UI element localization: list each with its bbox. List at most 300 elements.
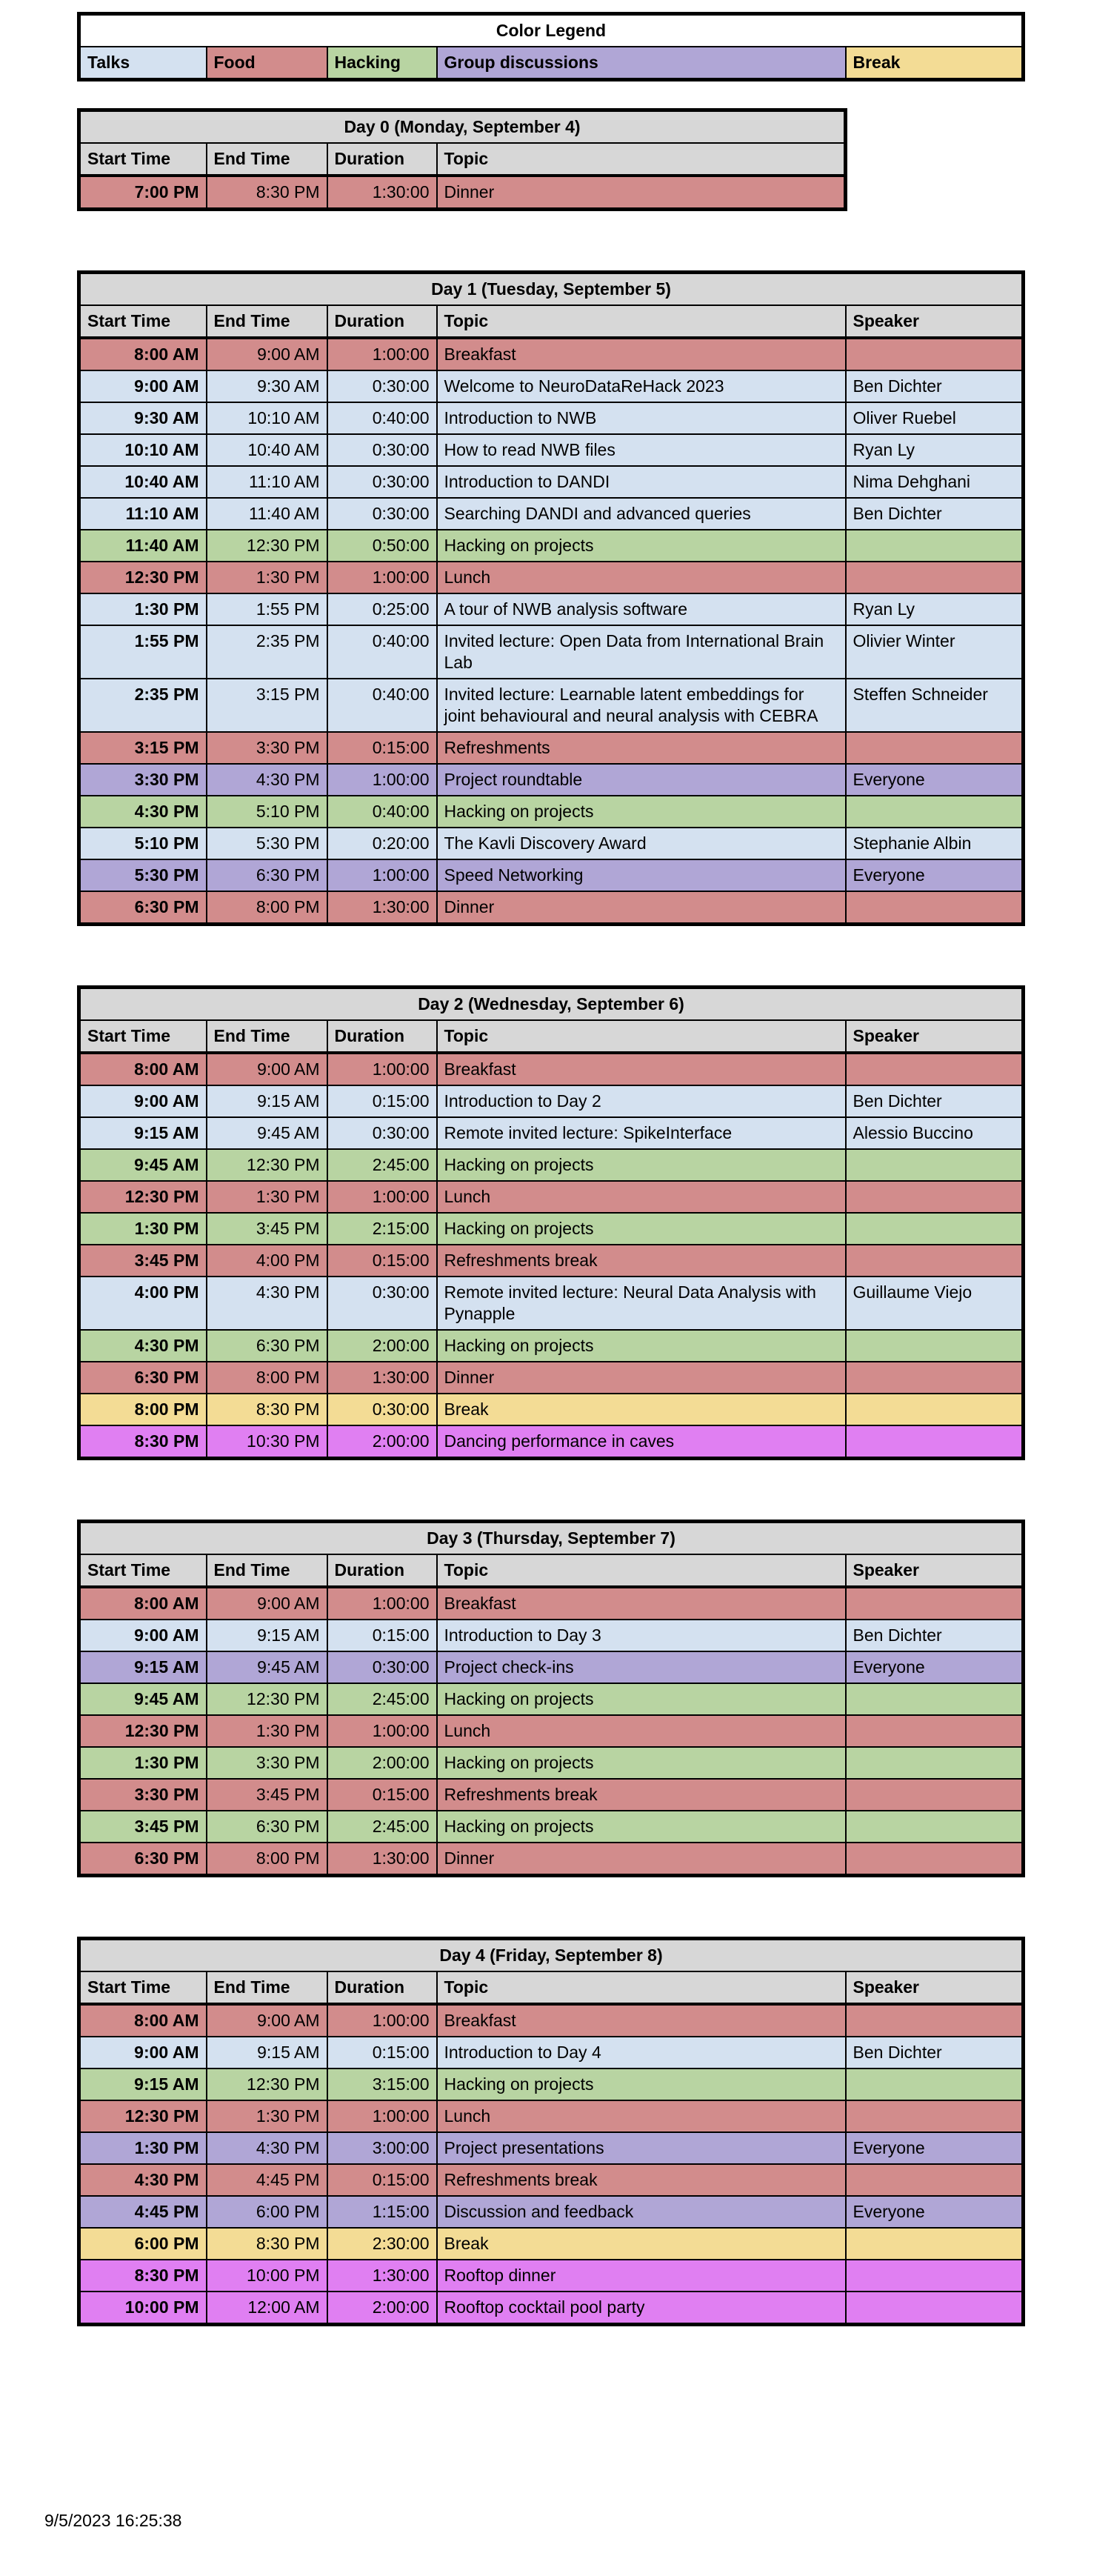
col-header-end-time: End Time	[207, 1020, 327, 1053]
cell-topic: Rooftop dinner	[437, 2260, 846, 2292]
cell-start: 11:10 AM	[79, 498, 207, 530]
cell-start: 9:15 AM	[79, 1651, 207, 1683]
schedule-row	[79, 1811, 1024, 1843]
cell-duration: 1:00:00	[327, 859, 437, 891]
cell-topic: Breakfast	[437, 1053, 846, 1085]
cell-start: 6:30 PM	[79, 1843, 207, 1876]
cell-end: 2:35 PM	[207, 625, 327, 679]
col-header-speaker: Speaker	[846, 305, 1024, 338]
cell-start: 1:30 PM	[79, 593, 207, 625]
cell-topic: Dancing performance in caves	[437, 1425, 846, 1459]
cell-speaker: Ben Dichter	[846, 2037, 1024, 2069]
cell-speaker: Everyone	[846, 2196, 1024, 2228]
cell-start: 6:30 PM	[79, 891, 207, 925]
col-header-duration: Duration	[327, 1971, 437, 2004]
cell-topic: Hacking on projects	[437, 2069, 846, 2100]
cell-duration: 1:00:00	[327, 1587, 437, 1620]
cell-speaker	[846, 2228, 1024, 2260]
cell-end: 1:55 PM	[207, 593, 327, 625]
cell-speaker	[846, 1683, 1024, 1715]
cell-topic: Hacking on projects	[437, 1149, 846, 1181]
cell-end: 11:10 AM	[207, 466, 327, 498]
cell-end: 10:00 PM	[207, 2260, 327, 2292]
cell-speaker: Olivier Winter	[846, 625, 1024, 679]
col-header-topic: Topic	[437, 305, 846, 338]
cell-speaker	[846, 530, 1024, 562]
cell-start: 9:00 AM	[79, 1620, 207, 1651]
cell-topic: Refreshments break	[437, 2164, 846, 2196]
schedule-row	[79, 1245, 1024, 1277]
cell-end: 9:00 AM	[207, 1053, 327, 1085]
cell-topic: Introduction to Day 3	[437, 1620, 846, 1651]
cell-start: 2:35 PM	[79, 679, 207, 732]
cell-speaker	[846, 891, 1024, 925]
cell-duration: 2:45:00	[327, 1811, 437, 1843]
schedule-row	[79, 732, 1024, 764]
cell-topic: Invited lecture: Learnable latent embeddings for joint behavioural and neural analysis with CEBRA	[437, 679, 846, 732]
col-header-start-time: Start Time	[79, 305, 207, 338]
cell-speaker	[846, 1213, 1024, 1245]
cell-duration: 0:40:00	[327, 796, 437, 828]
cell-speaker	[846, 1394, 1024, 1425]
cell-start: 4:30 PM	[79, 1330, 207, 1362]
cell-start: 9:45 AM	[79, 1149, 207, 1181]
cell-speaker: Alessio Buccino	[846, 1117, 1024, 1149]
schedule-row	[79, 2228, 1024, 2260]
col-header-end-time: End Time	[207, 1971, 327, 2004]
cell-duration: 0:15:00	[327, 1245, 437, 1277]
cell-duration: 0:30:00	[327, 1277, 437, 1330]
schedule-row	[79, 1149, 1024, 1181]
cell-duration: 2:15:00	[327, 1213, 437, 1245]
legend-title-row	[79, 14, 1024, 47]
cell-topic: Introduction to Day 4	[437, 2037, 846, 2069]
cell-topic: Introduction to NWB	[437, 402, 846, 434]
schedule-row	[79, 2037, 1024, 2069]
cell-topic: Refreshments break	[437, 1779, 846, 1811]
schedule-row	[79, 625, 1024, 679]
schedule-row	[79, 1587, 1024, 1620]
schedule-row	[79, 176, 846, 210]
schedule-row	[79, 1277, 1024, 1330]
cell-speaker	[846, 732, 1024, 764]
cell-topic: Project roundtable	[437, 764, 846, 796]
cell-end: 11:40 AM	[207, 498, 327, 530]
column-header-row	[79, 1971, 1024, 2004]
cell-speaker	[846, 1181, 1024, 1213]
cell-end: 9:15 AM	[207, 1620, 327, 1651]
cell-topic: Rooftop cocktail pool party	[437, 2292, 846, 2325]
cell-start: 3:45 PM	[79, 1245, 207, 1277]
cell-start: 9:00 AM	[79, 370, 207, 402]
cell-start: 3:30 PM	[79, 764, 207, 796]
cell-duration: 1:00:00	[327, 2100, 437, 2132]
cell-duration: 2:45:00	[327, 1149, 437, 1181]
cell-start: 4:30 PM	[79, 796, 207, 828]
col-header-duration: Duration	[327, 143, 437, 176]
cell-duration: 2:00:00	[327, 1330, 437, 1362]
column-header-row	[79, 1020, 1024, 1053]
cell-start: 9:15 AM	[79, 1117, 207, 1149]
schedule-row	[79, 2132, 1024, 2164]
cell-duration: 0:15:00	[327, 732, 437, 764]
legend-item-break: Break	[846, 47, 1024, 80]
schedule-row	[79, 466, 1024, 498]
cell-speaker	[846, 2100, 1024, 2132]
cell-duration: 1:00:00	[327, 562, 437, 593]
cell-topic: Invited lecture: Open Data from International Brain Lab	[437, 625, 846, 679]
schedule-row	[79, 1779, 1024, 1811]
schedule-row	[79, 1362, 1024, 1394]
cell-speaker	[846, 1245, 1024, 1277]
schedule-row	[79, 593, 1024, 625]
day-tables	[77, 108, 1111, 2326]
cell-end: 1:30 PM	[207, 1715, 327, 1747]
cell-speaker: Steffen Schneider	[846, 679, 1024, 732]
schedule-row	[79, 402, 1024, 434]
cell-end: 1:30 PM	[207, 1181, 327, 1213]
col-header-speaker: Speaker	[846, 1020, 1024, 1053]
cell-speaker	[846, 1149, 1024, 1181]
cell-duration: 1:00:00	[327, 1715, 437, 1747]
cell-end: 5:30 PM	[207, 828, 327, 859]
cell-end: 1:30 PM	[207, 2100, 327, 2132]
cell-duration: 3:15:00	[327, 2069, 437, 2100]
day-table-4	[77, 1937, 1025, 2326]
schedule-row	[79, 1394, 1024, 1425]
cell-speaker	[846, 1587, 1024, 1620]
cell-duration: 0:40:00	[327, 402, 437, 434]
schedule-row	[79, 498, 1024, 530]
schedule-row	[79, 2004, 1024, 2037]
legend-item-food: Food	[207, 47, 327, 80]
column-header-row	[79, 305, 1024, 338]
schedule-row	[79, 1651, 1024, 1683]
cell-end: 9:45 AM	[207, 1117, 327, 1149]
cell-start: 4:30 PM	[79, 2164, 207, 2196]
day-title: Day 3 (Thursday, September 7)	[79, 1522, 1024, 1555]
cell-speaker	[846, 796, 1024, 828]
cell-end: 6:30 PM	[207, 1811, 327, 1843]
schedule-row	[79, 859, 1024, 891]
col-header-start-time: Start Time	[79, 143, 207, 176]
cell-topic: Hacking on projects	[437, 530, 846, 562]
cell-end: 9:00 AM	[207, 2004, 327, 2037]
cell-topic: Lunch	[437, 562, 846, 593]
schedule-row	[79, 2164, 1024, 2196]
cell-end: 8:00 PM	[207, 1843, 327, 1876]
cell-duration: 0:30:00	[327, 370, 437, 402]
schedule-row	[79, 1747, 1024, 1779]
day-title-row	[79, 988, 1024, 1021]
cell-speaker: Ben Dichter	[846, 1085, 1024, 1117]
cell-end: 3:15 PM	[207, 679, 327, 732]
cell-start: 4:00 PM	[79, 1277, 207, 1330]
cell-duration: 1:15:00	[327, 2196, 437, 2228]
day-table-1	[77, 270, 1025, 926]
schedule-row	[79, 530, 1024, 562]
cell-duration: 0:30:00	[327, 434, 437, 466]
schedule-row	[79, 370, 1024, 402]
cell-topic: Discussion and feedback	[437, 2196, 846, 2228]
cell-end: 3:30 PM	[207, 732, 327, 764]
day-title: Day 0 (Monday, September 4)	[79, 110, 846, 144]
cell-start: 5:30 PM	[79, 859, 207, 891]
schedule-row	[79, 1683, 1024, 1715]
cell-speaker: Ryan Ly	[846, 593, 1024, 625]
cell-speaker: Everyone	[846, 2132, 1024, 2164]
cell-topic: Hacking on projects	[437, 796, 846, 828]
cell-start: 8:00 AM	[79, 1053, 207, 1085]
cell-topic: Introduction to DANDI	[437, 466, 846, 498]
cell-duration: 1:30:00	[327, 2260, 437, 2292]
cell-end: 9:30 AM	[207, 370, 327, 402]
schedule-row	[79, 1181, 1024, 1213]
legend-item-hacking: Hacking	[327, 47, 437, 80]
day-title-row	[79, 1522, 1024, 1555]
col-header-duration: Duration	[327, 1554, 437, 1587]
schedule-row	[79, 1330, 1024, 1362]
cell-duration: 1:30:00	[327, 1843, 437, 1876]
cell-speaker: Ben Dichter	[846, 1620, 1024, 1651]
cell-topic: Project presentations	[437, 2132, 846, 2164]
column-header-row	[79, 143, 846, 176]
cell-topic: A tour of NWB analysis software	[437, 593, 846, 625]
cell-speaker	[846, 2292, 1024, 2325]
day-table-3	[77, 1520, 1025, 1877]
cell-duration: 3:00:00	[327, 2132, 437, 2164]
cell-topic: Hacking on projects	[437, 1811, 846, 1843]
schedule-row	[79, 1620, 1024, 1651]
cell-start: 5:10 PM	[79, 828, 207, 859]
cell-end: 8:30 PM	[207, 176, 327, 210]
col-header-duration: Duration	[327, 1020, 437, 1053]
cell-duration: 0:15:00	[327, 1620, 437, 1651]
cell-duration: 1:00:00	[327, 2004, 437, 2037]
cell-end: 6:30 PM	[207, 859, 327, 891]
cell-end: 9:15 AM	[207, 2037, 327, 2069]
schedule-row	[79, 1715, 1024, 1747]
schedule-row	[79, 1425, 1024, 1459]
cell-topic: Breakfast	[437, 1587, 846, 1620]
col-header-topic: Topic	[437, 1554, 846, 1587]
cell-topic: Hacking on projects	[437, 1683, 846, 1715]
cell-speaker: Ben Dichter	[846, 498, 1024, 530]
cell-start: 10:10 AM	[79, 434, 207, 466]
legend-item-group-discussions: Group discussions	[437, 47, 846, 80]
cell-topic: Welcome to NeuroDataReHack 2023	[437, 370, 846, 402]
cell-speaker	[846, 2260, 1024, 2292]
day-title-row	[79, 1939, 1024, 1972]
schedule-row	[79, 764, 1024, 796]
cell-end: 10:10 AM	[207, 402, 327, 434]
cell-duration: 1:00:00	[327, 1181, 437, 1213]
col-header-start-time: Start Time	[79, 1020, 207, 1053]
cell-duration: 2:00:00	[327, 2292, 437, 2325]
cell-duration: 0:40:00	[327, 625, 437, 679]
cell-duration: 0:30:00	[327, 466, 437, 498]
col-header-topic: Topic	[437, 1971, 846, 2004]
legend-table	[77, 12, 1025, 81]
cell-duration: 0:30:00	[327, 1651, 437, 1683]
cell-start: 1:55 PM	[79, 625, 207, 679]
cell-end: 3:45 PM	[207, 1779, 327, 1811]
cell-start: 8:00 AM	[79, 338, 207, 370]
cell-end: 10:40 AM	[207, 434, 327, 466]
cell-end: 10:30 PM	[207, 1425, 327, 1459]
cell-start: 3:15 PM	[79, 732, 207, 764]
cell-topic: Lunch	[437, 2100, 846, 2132]
cell-duration: 0:40:00	[327, 679, 437, 732]
legend-item-talks: Talks	[79, 47, 207, 80]
col-header-end-time: End Time	[207, 143, 327, 176]
cell-topic: Hacking on projects	[437, 1747, 846, 1779]
cell-duration: 1:30:00	[327, 891, 437, 925]
cell-duration: 1:00:00	[327, 338, 437, 370]
cell-end: 3:30 PM	[207, 1747, 327, 1779]
schedule-row	[79, 2292, 1024, 2325]
cell-start: 9:00 AM	[79, 2037, 207, 2069]
cell-topic: Project check-ins	[437, 1651, 846, 1683]
cell-speaker: Everyone	[846, 764, 1024, 796]
cell-end: 4:30 PM	[207, 764, 327, 796]
schedule-row	[79, 1053, 1024, 1085]
cell-topic: Dinner	[437, 1843, 846, 1876]
cell-topic: Dinner	[437, 891, 846, 925]
cell-speaker: Ben Dichter	[846, 370, 1024, 402]
cell-duration: 2:00:00	[327, 1425, 437, 1459]
cell-topic: How to read NWB files	[437, 434, 846, 466]
cell-speaker: Nima Dehghani	[846, 466, 1024, 498]
cell-speaker	[846, 338, 1024, 370]
legend-title: Color Legend	[79, 14, 1024, 47]
day-title: Day 2 (Wednesday, September 6)	[79, 988, 1024, 1021]
cell-speaker	[846, 1362, 1024, 1394]
cell-duration: 0:30:00	[327, 1117, 437, 1149]
cell-duration: 2:00:00	[327, 1747, 437, 1779]
cell-duration: 2:30:00	[327, 2228, 437, 2260]
schedule-row	[79, 2260, 1024, 2292]
cell-start: 9:45 AM	[79, 1683, 207, 1715]
cell-end: 12:30 PM	[207, 1149, 327, 1181]
col-header-topic: Topic	[437, 1020, 846, 1053]
cell-start: 10:40 AM	[79, 466, 207, 498]
cell-topic: The Kavli Discovery Award	[437, 828, 846, 859]
col-header-end-time: End Time	[207, 1554, 327, 1587]
col-header-start-time: Start Time	[79, 1971, 207, 2004]
cell-topic: Remote invited lecture: SpikeInterface	[437, 1117, 846, 1149]
cell-speaker	[846, 2164, 1024, 2196]
day-title-row	[79, 110, 846, 144]
cell-start: 12:30 PM	[79, 2100, 207, 2132]
cell-duration: 0:15:00	[327, 2164, 437, 2196]
schedule-row	[79, 1213, 1024, 1245]
cell-topic: Searching DANDI and advanced queries	[437, 498, 846, 530]
cell-end: 8:00 PM	[207, 891, 327, 925]
cell-end: 9:15 AM	[207, 1085, 327, 1117]
col-header-topic: Topic	[437, 143, 846, 176]
cell-speaker	[846, 1425, 1024, 1459]
cell-speaker: Ryan Ly	[846, 434, 1024, 466]
schedule-row	[79, 434, 1024, 466]
day-title: Day 1 (Tuesday, September 5)	[79, 273, 1024, 306]
cell-duration: 0:25:00	[327, 593, 437, 625]
cell-speaker: Stephanie Albin	[846, 828, 1024, 859]
cell-topic: Speed Networking	[437, 859, 846, 891]
cell-end: 8:30 PM	[207, 1394, 327, 1425]
cell-end: 8:30 PM	[207, 2228, 327, 2260]
cell-start: 8:30 PM	[79, 2260, 207, 2292]
schedule-row	[79, 2100, 1024, 2132]
cell-topic: Break	[437, 2228, 846, 2260]
column-header-row	[79, 1554, 1024, 1587]
cell-end: 9:00 AM	[207, 1587, 327, 1620]
cell-start: 9:30 AM	[79, 402, 207, 434]
cell-topic: Hacking on projects	[437, 1213, 846, 1245]
cell-topic: Hacking on projects	[437, 1330, 846, 1362]
cell-duration: 0:50:00	[327, 530, 437, 562]
cell-start: 9:15 AM	[79, 2069, 207, 2100]
schedule-row	[79, 1843, 1024, 1876]
cell-start: 8:00 PM	[79, 1394, 207, 1425]
schedule-row	[79, 1085, 1024, 1117]
day-table-2	[77, 985, 1025, 1460]
cell-end: 12:30 PM	[207, 1683, 327, 1715]
col-header-end-time: End Time	[207, 305, 327, 338]
cell-topic: Breakfast	[437, 2004, 846, 2037]
cell-speaker	[846, 562, 1024, 593]
cell-end: 4:30 PM	[207, 1277, 327, 1330]
cell-start: 10:00 PM	[79, 2292, 207, 2325]
legend-row	[79, 47, 1024, 80]
cell-topic: Break	[437, 1394, 846, 1425]
cell-start: 8:30 PM	[79, 1425, 207, 1459]
cell-start: 7:00 PM	[79, 176, 207, 210]
cell-end: 8:00 PM	[207, 1362, 327, 1394]
cell-end: 12:30 PM	[207, 2069, 327, 2100]
schedule-row	[79, 679, 1024, 732]
cell-start: 12:30 PM	[79, 1181, 207, 1213]
cell-end: 9:00 AM	[207, 338, 327, 370]
cell-end: 12:00 AM	[207, 2292, 327, 2325]
cell-speaker	[846, 1747, 1024, 1779]
cell-end: 6:00 PM	[207, 2196, 327, 2228]
cell-speaker	[846, 1843, 1024, 1876]
cell-end: 4:00 PM	[207, 1245, 327, 1277]
cell-topic: Lunch	[437, 1715, 846, 1747]
col-header-speaker: Speaker	[846, 1554, 1024, 1587]
cell-duration: 0:15:00	[327, 2037, 437, 2069]
cell-topic: Introduction to Day 2	[437, 1085, 846, 1117]
schedule-row	[79, 2196, 1024, 2228]
day-title-row	[79, 273, 1024, 306]
cell-speaker	[846, 1779, 1024, 1811]
cell-start: 12:30 PM	[79, 1715, 207, 1747]
cell-topic: Refreshments	[437, 732, 846, 764]
cell-start: 6:30 PM	[79, 1362, 207, 1394]
cell-duration: 0:30:00	[327, 1394, 437, 1425]
cell-duration: 2:45:00	[327, 1683, 437, 1715]
cell-topic: Remote invited lecture: Neural Data Analysis with Pynapple	[437, 1277, 846, 1330]
cell-duration: 1:00:00	[327, 764, 437, 796]
cell-speaker	[846, 1053, 1024, 1085]
cell-duration: 0:15:00	[327, 1085, 437, 1117]
cell-end: 4:45 PM	[207, 2164, 327, 2196]
cell-start: 1:30 PM	[79, 1213, 207, 1245]
cell-speaker: Everyone	[846, 859, 1024, 891]
cell-start: 8:00 AM	[79, 1587, 207, 1620]
cell-duration: 1:30:00	[327, 1362, 437, 1394]
